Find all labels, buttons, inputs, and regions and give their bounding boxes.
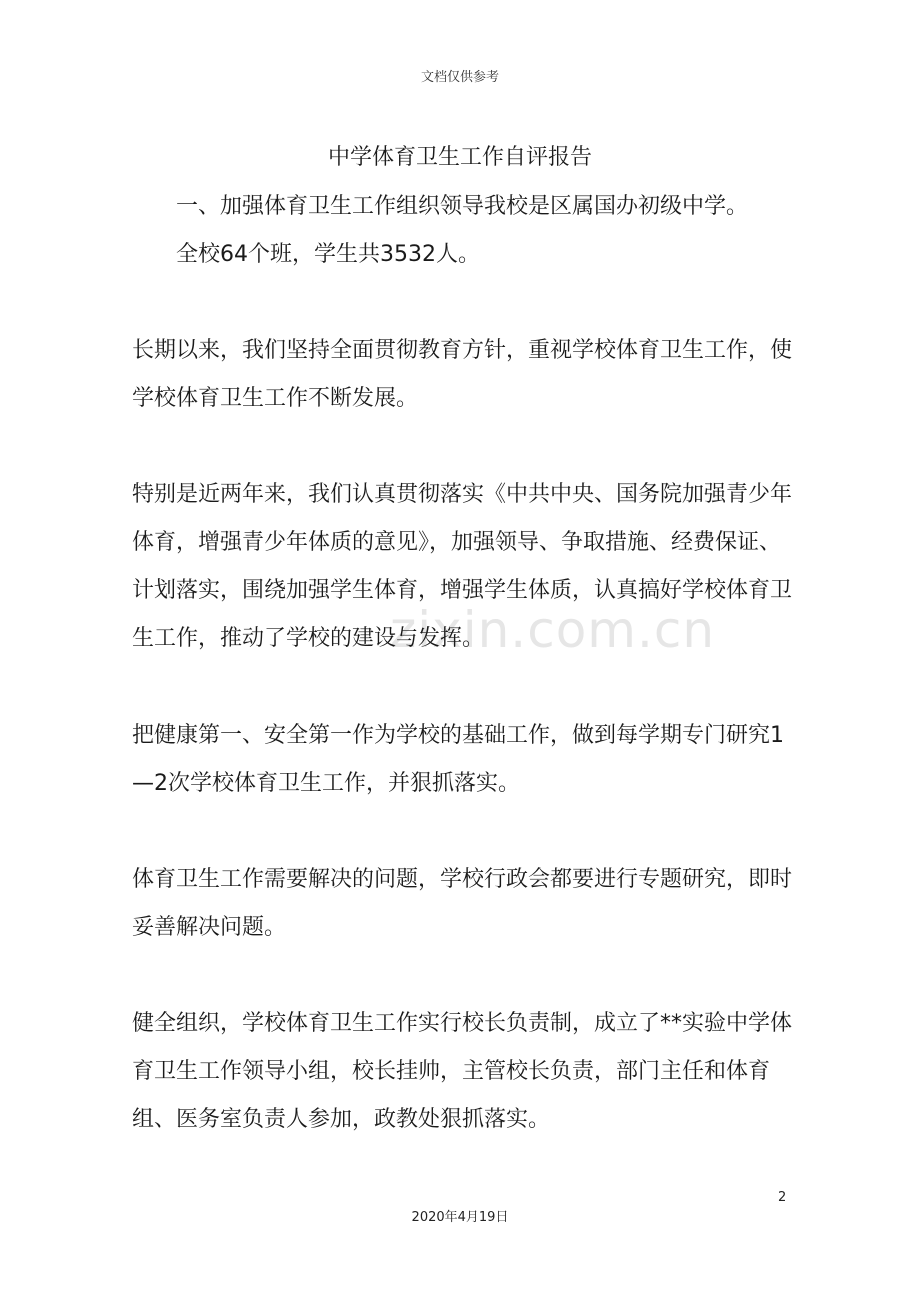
intro-line-1: 一、加强体育卫生工作组织领导我校是区属国办初级中学。 — [176, 194, 749, 219]
paragraph-5: 健全组织，学校体育卫生工作实行校长负责制，成立了**实验中学体育卫生工作领导小组，校长挂帅，主管校长负责，部门主任和体育组、医务室负责人参加，政教处狠抓落实。 — [132, 1011, 793, 1132]
footer-date: 2020年4月19日 — [411, 1210, 509, 1225]
page-number: 2 — [778, 1190, 787, 1205]
paragraph-1: 长期以来，我们坚持全面贯彻教育方针，重视学校体育卫生工作，使学校体育卫生工作不断发展。 — [132, 338, 793, 411]
paragraph-2: 特别是近两年来，我们认真贯彻落实《中共中央、国务院加强青少年体育，增强青少年体质的意见》，加强领导、争取措施、经费保证、计划落实，围绕加强学生体育，增强学生体质，认真搞好学校体育卫生工作，推动了学校的建设与发挥。 — [132, 482, 793, 651]
document-title: 中学体育卫生工作自评报告 — [327, 145, 592, 170]
paragraph-4: 体育卫生工作需要解决的问题，学校行政会都要进行专题研究，即时妥善解决问题。 — [132, 867, 793, 940]
page-header-note: 文档仅供参考 — [420, 70, 499, 85]
watermark: zixin.com.cn — [390, 601, 716, 659]
paragraph-3: 把健康第一、安全第一作为学校的基础工作，做到每学期专门研究1—2次学校体育卫生工作，并狠抓落实。 — [132, 723, 784, 796]
intro-line-2: 全校64个班，学生共3532人。 — [176, 242, 480, 267]
